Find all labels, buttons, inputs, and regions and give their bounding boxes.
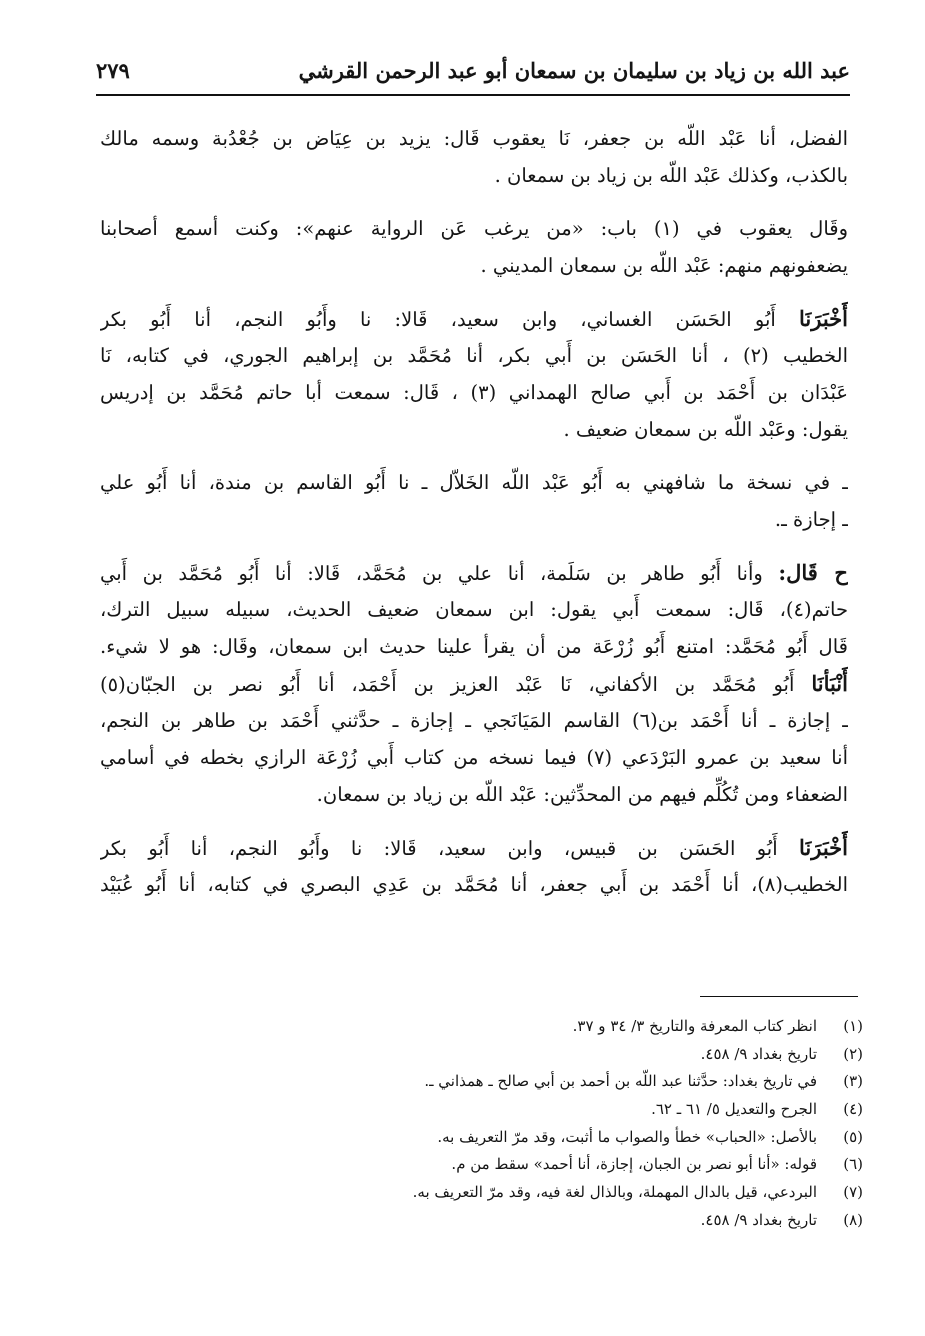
paragraph [100, 300, 848, 448]
main-text [100, 120, 848, 903]
footnote-text: البردعي، قيل بالدال المهملة، وبالذال لغة فيه، وقد مرّ التعريف به. [412, 1183, 817, 1202]
text-line [100, 554, 848, 591]
text-line: قَال أَبُو مُحَمَّد: امتنع أَبُو زُرْعَة من أن يقرأ علينا حديث ابن سمعان، وقَال: هو لا شيء. [100, 635, 848, 658]
footnote-number: (٥) [843, 1127, 863, 1146]
footnote [103, 1124, 863, 1152]
text-run: أَبُو الحَسَن الغساني، وابن سعيد، قَالا: نا وأَبُو النجم، أنا أَبُو بكر [100, 308, 776, 331]
footnote [103, 1151, 863, 1179]
text-run: وأنا أَبُو طاهر بن سَلَمة، أنا علي بن مُحَمَّد، قَالا: أنا أَبُو مُحَمَّد بن أَبي [100, 562, 763, 585]
footnote-text: في تاريخ بغداد: حدَّثنا عبد اللّه بن أحمد بن أبي صالح ـ همذاني ـ. [424, 1072, 817, 1091]
footnote-text: الجرح والتعديل ٥/ ٦١ ـ ٦٢. [651, 1100, 817, 1119]
footnote [103, 1207, 863, 1235]
page-number: ٢٧٩ [96, 58, 130, 83]
running-title: عبد الله بن زياد بن سليمان بن سمعان أبو عبد الرحمن القرشي [298, 58, 850, 83]
footnote-number: (٢) [843, 1044, 863, 1063]
text-line: ـ إجازة ـ. [774, 508, 848, 531]
footnote-separator [700, 996, 858, 997]
text-line: الخطيب (٢) ، أنا الحَسَن بن أَبي بكر، أنا مُحَمَّد بن إبراهيم الجوري، في كتابه، نَا [100, 344, 848, 367]
footnote-text: انظر كتاب المعرفة والتاريخ ٣/ ٣٤ و ٣٧. [572, 1017, 817, 1035]
text-line: ـ إجازة ـ أنا أَحْمَد بن(٦) القاسم المَيَانَجي ـ إجازة ـ حدَّثني أَحْمَد بن طاهر بن النجم، [100, 709, 848, 732]
paragraph [100, 554, 848, 665]
text-line: الضعفاء ومن تُكُلِّم فيهم من المحدِّثين: عَبْد اللّه بن زياد بن سمعان. [316, 783, 848, 806]
footnotes [103, 1013, 863, 1235]
chain-lead-word: أَنْبَأنَا [811, 671, 848, 696]
text-line [100, 665, 848, 702]
text-line [100, 300, 848, 337]
text-line: حاتم(٤)، قَال: سمعت أَبي يقول: ابن سمعان ضعيف الحديث، سبيله سبيل الترك، [100, 598, 848, 621]
chain-lead-word: أَخْبَرَنَا [799, 306, 848, 331]
paragraph [100, 464, 848, 538]
footnote-text: قوله: «أنا أبو نصر بن الجبان، إجازة، أنا أحمد» سقط من م. [451, 1155, 817, 1174]
text-line: وقَال يعقوب في (١) باب: «من يرغب عَن الرواية عنهم»: وكنت أسمع أصحابنا [100, 217, 848, 240]
text-line: يقول: وعَبْد اللّه بن سمعان ضعيف . [563, 418, 848, 441]
text-line: أنا سعيد بن عمرو البَرْدَعي (٧) فيما نسخه من كتاب أَبي زُرْعَة الرازي بخطه في أسامي [100, 746, 848, 769]
footnote [103, 1068, 863, 1096]
text-line: الخطيب(٨)، أنا أَحْمَد بن أَبي جعفر، أنا مُحَمَّد بن عَدِي البصري في كتابه، أنا أَبُو عُبَيْد [100, 873, 848, 896]
text-line: يضعفونهم منهم: عَبْد اللّه بن سمعان المديني . [480, 254, 848, 277]
paragraph [100, 665, 848, 813]
footnote-number: (٨) [843, 1210, 863, 1229]
text-run: أَبُو الحَسَن بن قبيس، وابن سعيد، قَالا: نا وأَبُو النجم، أنا أَبُو بكر [100, 837, 778, 860]
paragraph [100, 210, 848, 284]
footnote-number: (٣) [843, 1072, 863, 1091]
footnote-number: (٧) [843, 1183, 863, 1202]
footnote-number: (٦) [843, 1155, 863, 1174]
paragraph [100, 120, 848, 194]
paragraph [100, 829, 848, 903]
footnote [103, 1013, 863, 1041]
chain-lead-word: أَخْبَرَنَا [799, 835, 848, 860]
text-run: أَبُو مُحَمَّد بن الأكفاني، نَا عَبْد العزيز بن أَحْمَد، أنا أَبُو نصر بن الجبّان(٥) [100, 673, 795, 696]
footnote-text: تاريخ بغداد ٩/ ٤٥٨. [700, 1044, 817, 1063]
text-line: عَبْدَان بن أَحْمَد بن أَبي صالح الهمداني (٣) ، قَال: سمعت أبا حاتم مُحَمَّد بن إدريس [100, 381, 848, 404]
footnote [103, 1179, 863, 1207]
footnote-number: (١) [843, 1017, 863, 1035]
page-header [96, 52, 850, 96]
footnote-text: بالأصل: «الحباب» خطأ والصواب ما أثبت، وقد مرّ التعريف به. [437, 1127, 817, 1146]
text-line: بالكذب، وكذلك عَبْد اللّه بن زياد بن سمعان . [494, 164, 848, 187]
text-line: ـ في نسخة ما شافهني به أَبُو عَبْد اللّه الخَلاّل ـ نا أَبُو القاسم بن مندة، أنا أَبُو علي [100, 471, 848, 494]
chain-lead-word: ح قَال: [778, 560, 848, 585]
footnote-number: (٤) [843, 1100, 863, 1119]
footnote [103, 1041, 863, 1069]
footnote [103, 1096, 863, 1124]
text-line [100, 829, 848, 866]
text-line: الفضل، أنا عَبْد اللّه بن جعفر، نَا يعقوب قَال: يزيد بن عِيَاض بن جُعْدُبة وسمه مالك [100, 127, 848, 150]
footnote-text: تاريخ بغداد ٩/ ٤٥٨. [700, 1210, 817, 1229]
